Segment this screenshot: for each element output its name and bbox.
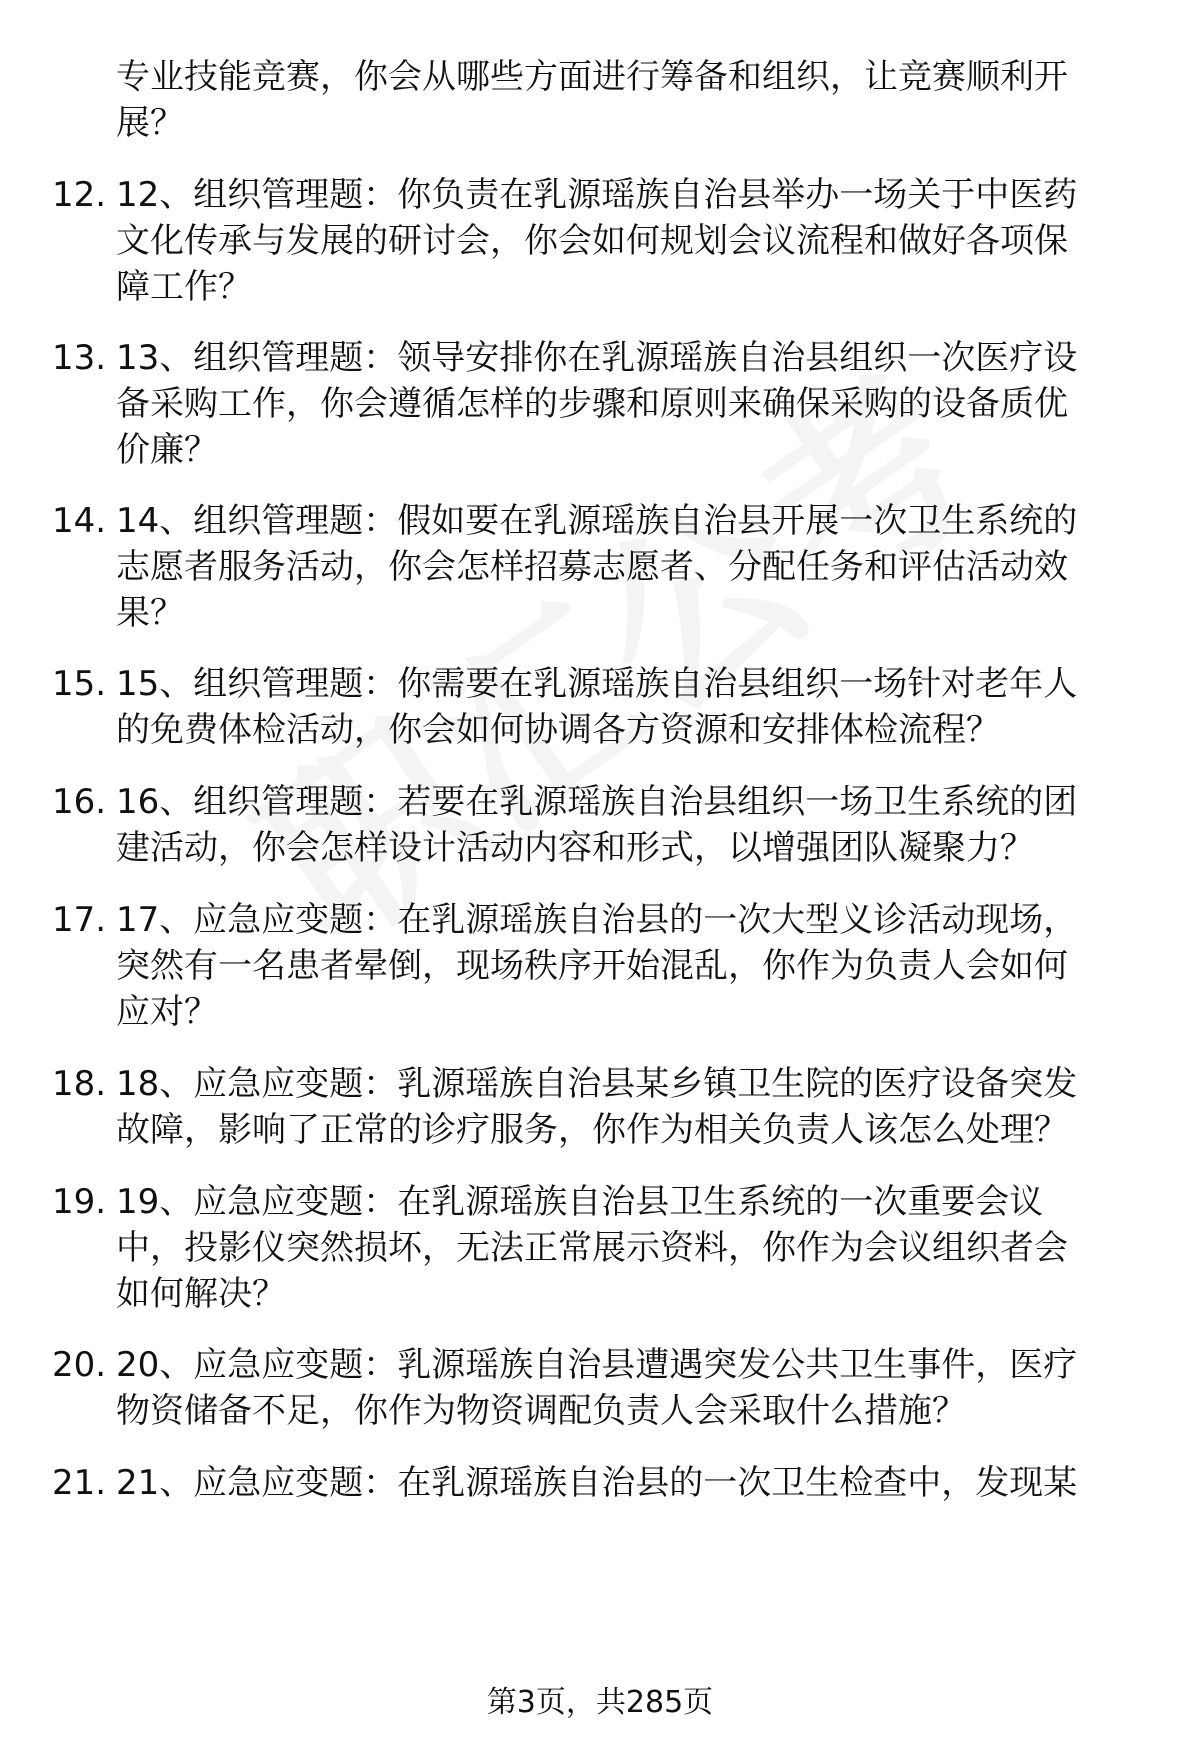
question-text-line: 16、组织管理题：若要在乳源瑶族自治县组织一场卫生系统的团	[116, 782, 1078, 822]
question-text-line: 13、组织管理题：领导安排你在乳源瑶族自治县组织一次医疗设	[116, 338, 1078, 378]
question-number: 15.	[52, 664, 107, 704]
question-number: 20.	[52, 1345, 107, 1385]
question-text-line: 突然有一名患者晕倒，现场秩序开始混乱，你作为负责人会如何	[116, 946, 1068, 986]
question-text-line: 故障，影响了正常的诊疗服务，你作为相关负责人该怎么处理？	[116, 1110, 1068, 1150]
question-number: 18.	[52, 1064, 107, 1104]
intro-line: 专业技能竞赛，你会从哪些方面进行筹备和组织，让竞赛顺利开	[116, 57, 1068, 97]
question-text-line: 备采购工作，你会遵循怎样的步骤和原则来确保采购的设备质优	[116, 384, 1068, 424]
question-text-line: 价廉？	[116, 430, 218, 470]
question-number: 21.	[52, 1463, 107, 1503]
question-number: 12.	[52, 175, 107, 215]
page-footer: 第3页，共285页	[486, 1685, 714, 1720]
question-text-line: 文化传承与发展的研讨会，你会如何规划会议流程和做好各项保	[116, 221, 1068, 261]
question-number: 19.	[52, 1182, 107, 1222]
question-text-line: 果？	[116, 593, 184, 633]
question-number: 13.	[52, 338, 107, 378]
question-text-line: 志愿者服务活动，你会怎样招募志愿者、分配任务和评估活动效	[116, 547, 1068, 587]
question-text-line: 的免费体检活动，你会如何协调各方资源和安排体检流程？	[116, 710, 1000, 750]
question-text-line: 18、应急应变题：乳源瑶族自治县某乡镇卫生院的医疗设备突发	[116, 1064, 1078, 1104]
question-text-line: 应对？	[116, 992, 218, 1032]
question-number: 14.	[52, 501, 107, 541]
question-text-line: 障工作？	[116, 267, 252, 307]
intro-line: 展？	[116, 103, 184, 143]
question-text-line: 19、应急应变题：在乳源瑶族自治县卫生系统的一次重要会议	[116, 1182, 1044, 1222]
question-text-line: 12、组织管理题：你负责在乳源瑶族自治县举办一场关于中医药	[116, 175, 1078, 215]
question-text-line: 中，投影仪突然损坏，无法正常展示资料，你作为会议组织者会	[116, 1228, 1068, 1268]
question-number: 17.	[52, 900, 107, 940]
question-text-line: 物资储备不足，你作为物资调配负责人会采取什么措施？	[116, 1391, 966, 1431]
question-text-line: 如何解决？	[116, 1274, 286, 1314]
question-text-line: 15、组织管理题：你需要在乳源瑶族自治县组织一场针对老年人	[116, 664, 1078, 704]
question-text-line: 17、应急应变题：在乳源瑶族自治县的一次大型义诊活动现场，	[116, 900, 1078, 940]
question-text-line: 14、组织管理题：假如要在乳源瑶族自治县开展一次卫生系统的	[116, 501, 1078, 541]
question-text-line: 建活动，你会怎样设计活动内容和形式，以增强团队凝聚力？	[116, 828, 1034, 868]
question-text-line: 21、应急应变题：在乳源瑶族自治县的一次卫生检查中，发现某	[116, 1463, 1078, 1503]
question-text-line: 20、应急应变题：乳源瑶族自治县遭遇突发公共卫生事件，医疗	[116, 1345, 1078, 1385]
question-number: 16.	[52, 782, 107, 822]
